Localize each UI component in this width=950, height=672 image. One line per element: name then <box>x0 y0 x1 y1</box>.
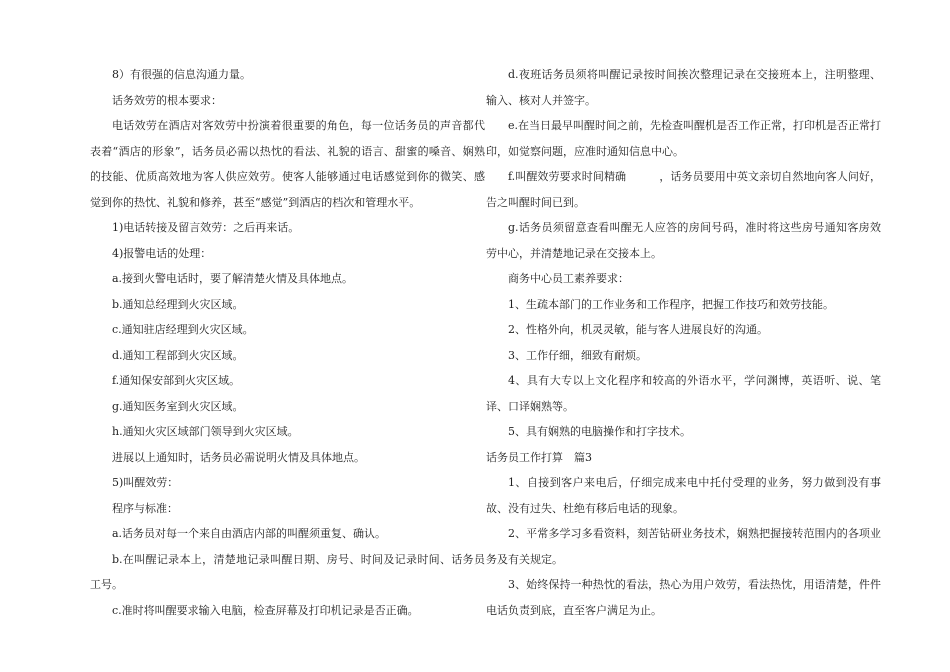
paragraph: 4)报警电话的处理： <box>112 246 212 260</box>
paragraph: a.接到火警电话时，要了解清楚火情及具体地点。 <box>112 272 354 285</box>
paragraph: h.通知火灾区域部门领导到火灾区域。 <box>112 425 299 438</box>
paragraph: 3、始终保持一种热忱的看法，热心为用户效劳，看法热忱，用语清楚，件件电话负责到底，直至客户满足为止。 <box>486 578 881 617</box>
paragraph: a.话务员对每一个来自由酒店内部的叫醒须重复、确认。 <box>112 527 387 540</box>
paragraph: d.夜班话务员须将叫醒记录按时间挨次整理记录在交接班本上，注明整理、输入、核对人并签字。 <box>486 68 881 107</box>
paragraph: b.通知总经理到火灾区域。 <box>112 297 244 311</box>
paragraph: b.在叫醒记录本上，清楚地记录叫醒日期、房号、时间及记录时间、话务员工号。 <box>90 552 485 591</box>
paragraph: 商务中心员工素养要求： <box>508 272 629 285</box>
paragraph: c.准时将叫醒要求输入电脑，检查屏幕及打印机记录是否正确。 <box>112 603 419 617</box>
paragraph: g.通知医务室到火灾区域。 <box>112 399 244 413</box>
paragraph: 电话效劳在酒店对客效劳中扮演着很重要的角色，每一位话务员的声音都代表着“酒店的形象”，话务员必需以热忱的看法、礼貌的语言、甜蜜的嗓音、娴熟的技能、优质高效地为客人供应效劳。使客人能够通过电话感觉到你的微笑、感觉到你的热忱、礼貌和修养，甚至“感觉”到酒店的档次和管理水平。 <box>90 119 485 209</box>
paragraph: f.通知保安部到火灾区域。 <box>112 374 241 387</box>
right-column <box>486 62 881 623</box>
paragraph: 2、性格外向，机灵灵敏，能与客人进展良好的沟通。 <box>508 323 768 336</box>
paragraph: 1、生疏本部门的工作业务和工作程序，把握工作技巧和效劳技能。 <box>508 297 834 311</box>
paragraph: f.叫醒效劳要求时间精确 ，话务员要用中英文亲切自然地向客人问好，告之叫醒时间已到。 <box>486 170 881 209</box>
paragraph: d.通知工程部到火灾区域。 <box>112 348 244 362</box>
paragraph: c.通知驻店经理到火灾区域。 <box>112 323 254 336</box>
paragraph: 8）有很强的信息沟通力量。 <box>112 68 251 81</box>
paragraph: e.在当日最早叫醒时间之前，先检查叫醒机是否工作正常，打印机是否正常打印，如觉察问题，应准时通知信息中心。 <box>486 119 882 158</box>
paragraph: 程序与标准： <box>112 501 178 515</box>
paragraph: 5)叫醒效劳： <box>112 476 179 489</box>
paragraph: g.话务员须留意查看叫醒无人应答的房间号码，准时将这些房号通知客房效劳中心，并清楚地记录在交接本上。 <box>486 221 881 260</box>
paragraph: 4、具有大专以上文化程序和较高的外语水平，学问渊博，英语听、说、笔译、口译娴熟等。 <box>486 374 881 413</box>
paragraph: 1、自接到客户来电后，仔细完成来电中托付受理的业务，努力做到没有事故、没有过失、杜绝有移后电话的现象。 <box>486 476 881 515</box>
paragraph: 话务效劳的根本要求： <box>112 93 222 107</box>
paragraph: 进展以上通知时，话务员必需说明火情及具体地点。 <box>112 450 365 464</box>
paragraph: 2、平常多学习多看资料，刻苦钻研业务技术，娴熟把握接转范围内的各项业务及有关规定。 <box>486 527 881 566</box>
paragraph: 1)电话转接及留言效劳：之后再来话。 <box>112 221 300 234</box>
section-heading: 话务员工作打算 篇3 <box>486 450 592 464</box>
left-column <box>90 62 485 623</box>
paragraph: 3、工作仔细，细致有耐烦。 <box>508 348 647 362</box>
paragraph: 5、具有娴熟的电脑操作和打字技术。 <box>508 425 691 438</box>
